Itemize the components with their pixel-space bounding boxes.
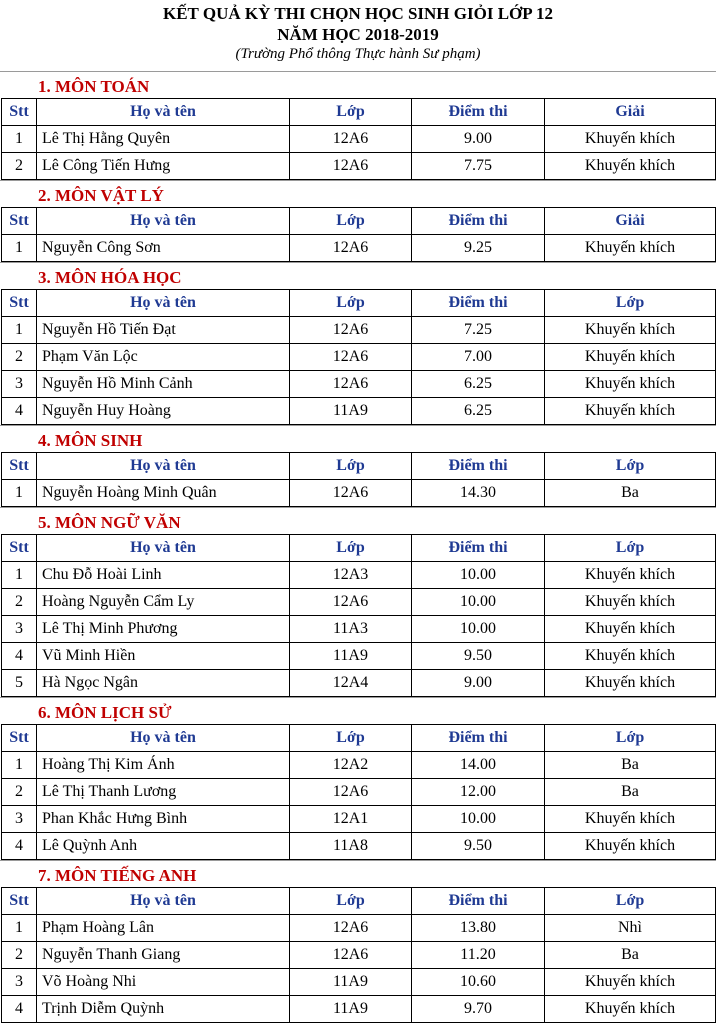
table-row [2, 996, 716, 1023]
column-header-name: Họ và tên [37, 888, 290, 915]
column-header-class: Lớp [290, 208, 412, 235]
cell-name: Hoàng Nguyễn Cẩm Ly [37, 589, 290, 616]
subject-section [0, 507, 716, 697]
cell-stt: 2 [2, 942, 37, 969]
cell-stt: 1 [2, 480, 37, 507]
cell-score: 9.50 [412, 643, 545, 670]
table-row [2, 915, 716, 942]
table-header-row [2, 535, 716, 562]
table-header-row [2, 453, 716, 480]
table-row [2, 969, 716, 996]
cell-stt: 1 [2, 915, 37, 942]
subject-title: 1. MÔN TOÁN [0, 71, 716, 98]
cell-score: 10.00 [412, 562, 545, 589]
table-header-row [2, 888, 716, 915]
cell-score: 7.75 [412, 153, 545, 180]
cell-score: 9.50 [412, 833, 545, 860]
cell-award: Nhì [545, 915, 716, 942]
column-header-class: Lớp [290, 453, 412, 480]
cell-name: Nguyễn Hoàng Minh Quân [37, 480, 290, 507]
cell-award: Khuyến khích [545, 969, 716, 996]
cell-score: 10.60 [412, 969, 545, 996]
cell-stt: 2 [2, 153, 37, 180]
cell-name: Lê Thị Hằng Quyên [37, 126, 290, 153]
cell-award: Ba [545, 942, 716, 969]
column-header-stt: Stt [2, 99, 37, 126]
column-header-stt: Stt [2, 290, 37, 317]
column-header-stt: Stt [2, 888, 37, 915]
cell-name: Hoàng Thị Kim Ánh [37, 752, 290, 779]
cell-score: 7.00 [412, 344, 545, 371]
subject-title: 5. MÔN NGỮ VĂN [0, 507, 716, 534]
cell-stt: 3 [2, 616, 37, 643]
cell-class: 12A6 [290, 344, 412, 371]
table-header-row [2, 208, 716, 235]
cell-class: 12A6 [290, 942, 412, 969]
cell-stt: 2 [2, 344, 37, 371]
cell-award: Ba [545, 752, 716, 779]
subject-section [0, 71, 716, 180]
cell-award: Khuyến khích [545, 317, 716, 344]
cell-stt: 4 [2, 398, 37, 425]
cell-award: Khuyến khích [545, 153, 716, 180]
cell-class: 12A6 [290, 480, 412, 507]
cell-name: Lê Công Tiến Hưng [37, 153, 290, 180]
cell-name: Trịnh Diễm Quỳnh [37, 996, 290, 1023]
column-header-score: Điểm thi [412, 208, 545, 235]
table-row [2, 344, 716, 371]
column-header-class: Lớp [290, 888, 412, 915]
subject-title: 2. MÔN VẬT LÝ [0, 180, 716, 207]
cell-award: Khuyến khích [545, 833, 716, 860]
results-sections [0, 71, 716, 1023]
cell-name: Hà Ngọc Ngân [37, 670, 290, 697]
cell-name: Lê Thị Minh Phương [37, 616, 290, 643]
cell-award: Khuyến khích [545, 344, 716, 371]
cell-award: Ba [545, 779, 716, 806]
subject-section [0, 860, 716, 1023]
cell-name: Phạm Văn Lộc [37, 344, 290, 371]
cell-class: 11A3 [290, 616, 412, 643]
cell-score: 10.00 [412, 589, 545, 616]
cell-class: 12A6 [290, 153, 412, 180]
column-header-score: Điểm thi [412, 290, 545, 317]
column-header-award: Lớp [545, 535, 716, 562]
column-header-score: Điểm thi [412, 725, 545, 752]
cell-score: 13.80 [412, 915, 545, 942]
table-row [2, 126, 716, 153]
column-header-name: Họ và tên [37, 453, 290, 480]
table-row [2, 398, 716, 425]
table-row [2, 480, 716, 507]
cell-class: 12A2 [290, 752, 412, 779]
results-table [1, 724, 716, 860]
cell-award: Khuyến khích [545, 643, 716, 670]
table-row [2, 371, 716, 398]
column-header-class: Lớp [290, 290, 412, 317]
column-header-award: Lớp [545, 725, 716, 752]
cell-stt: 4 [2, 996, 37, 1023]
subject-section [0, 262, 716, 425]
cell-stt: 2 [2, 589, 37, 616]
results-table [1, 98, 716, 180]
column-header-name: Họ và tên [37, 208, 290, 235]
cell-award: Ba [545, 480, 716, 507]
cell-class: 12A3 [290, 562, 412, 589]
table-row [2, 643, 716, 670]
cell-score: 9.70 [412, 996, 545, 1023]
column-header-name: Họ và tên [37, 290, 290, 317]
subject-title: 7. MÔN TIẾNG ANH [0, 860, 716, 887]
cell-class: 11A8 [290, 833, 412, 860]
cell-score: 6.25 [412, 398, 545, 425]
table-row [2, 806, 716, 833]
subject-title: 6. MÔN LỊCH SỬ [0, 697, 716, 724]
column-header-class: Lớp [290, 725, 412, 752]
cell-stt: 5 [2, 670, 37, 697]
subject-section [0, 180, 716, 262]
subject-title: 4. MÔN SINH [0, 425, 716, 452]
cell-award: Khuyến khích [545, 806, 716, 833]
results-table [1, 452, 716, 507]
cell-stt: 3 [2, 969, 37, 996]
cell-name: Phạm Hoàng Lân [37, 915, 290, 942]
column-header-name: Họ và tên [37, 725, 290, 752]
cell-score: 9.25 [412, 235, 545, 262]
cell-class: 11A9 [290, 969, 412, 996]
table-header-row [2, 99, 716, 126]
column-header-award: Lớp [545, 888, 716, 915]
table-row [2, 833, 716, 860]
cell-name: Nguyễn Hồ Minh Cảnh [37, 371, 290, 398]
results-table [1, 887, 716, 1023]
cell-class: 12A6 [290, 317, 412, 344]
cell-stt: 3 [2, 371, 37, 398]
column-header-award: Lớp [545, 290, 716, 317]
table-row [2, 942, 716, 969]
cell-name: Nguyễn Thanh Giang [37, 942, 290, 969]
table-row [2, 153, 716, 180]
cell-class: 12A6 [290, 779, 412, 806]
subject-title: 3. MÔN HÓA HỌC [0, 262, 716, 289]
column-header-award: Lớp [545, 453, 716, 480]
page-subtitle: (Trường Phổ thông Thực hành Sư phạm) [235, 46, 481, 62]
table-header-row [2, 290, 716, 317]
cell-score: 12.00 [412, 779, 545, 806]
cell-score: 9.00 [412, 670, 545, 697]
cell-stt: 1 [2, 317, 37, 344]
cell-class: 11A9 [290, 996, 412, 1023]
table-row [2, 317, 716, 344]
cell-award: Khuyến khích [545, 398, 716, 425]
table-row [2, 670, 716, 697]
column-header-stt: Stt [2, 208, 37, 235]
cell-stt: 4 [2, 643, 37, 670]
cell-class: 11A9 [290, 643, 412, 670]
cell-class: 12A6 [290, 235, 412, 262]
column-header-stt: Stt [2, 535, 37, 562]
column-header-name: Họ và tên [37, 99, 290, 126]
column-header-name: Họ và tên [37, 535, 290, 562]
column-header-score: Điểm thi [412, 888, 545, 915]
table-row [2, 235, 716, 262]
cell-name: Nguyễn Huy Hoàng [37, 398, 290, 425]
table-row [2, 562, 716, 589]
table-row [2, 616, 716, 643]
cell-stt: 4 [2, 833, 37, 860]
cell-class: 12A6 [290, 126, 412, 153]
cell-stt: 1 [2, 562, 37, 589]
cell-class: 12A6 [290, 589, 412, 616]
cell-class: 12A1 [290, 806, 412, 833]
cell-award: Khuyến khích [545, 126, 716, 153]
column-header-score: Điểm thi [412, 99, 545, 126]
cell-award: Khuyến khích [545, 996, 716, 1023]
table-row [2, 779, 716, 806]
cell-award: Khuyến khích [545, 562, 716, 589]
cell-name: Lê Quỳnh Anh [37, 833, 290, 860]
cell-award: Khuyến khích [545, 616, 716, 643]
cell-stt: 3 [2, 806, 37, 833]
cell-score: 6.25 [412, 371, 545, 398]
cell-award: Khuyến khích [545, 371, 716, 398]
results-table [1, 289, 716, 425]
column-header-class: Lớp [290, 535, 412, 562]
cell-class: 12A4 [290, 670, 412, 697]
column-header-award: Giải [545, 208, 716, 235]
column-header-score: Điểm thi [412, 453, 545, 480]
cell-score: 11.20 [412, 942, 545, 969]
column-header-stt: Stt [2, 725, 37, 752]
cell-award: Khuyến khích [545, 670, 716, 697]
cell-class: 12A6 [290, 371, 412, 398]
table-header-row [2, 725, 716, 752]
cell-score: 14.00 [412, 752, 545, 779]
cell-score: 14.30 [412, 480, 545, 507]
cell-stt: 1 [2, 235, 37, 262]
column-header-award: Giải [545, 99, 716, 126]
page-title-line2: NĂM HỌC 2018-2019 [277, 25, 439, 44]
cell-class: 12A6 [290, 915, 412, 942]
table-row [2, 752, 716, 779]
cell-name: Vũ Minh Hiền [37, 643, 290, 670]
cell-stt: 2 [2, 779, 37, 806]
cell-stt: 1 [2, 752, 37, 779]
subject-section [0, 697, 716, 860]
cell-score: 10.00 [412, 806, 545, 833]
cell-score: 7.25 [412, 317, 545, 344]
results-table [1, 534, 716, 697]
cell-name: Chu Đỗ Hoài Linh [37, 562, 290, 589]
cell-class: 11A9 [290, 398, 412, 425]
cell-score: 9.00 [412, 126, 545, 153]
column-header-stt: Stt [2, 453, 37, 480]
cell-name: Lê Thị Thanh Lương [37, 779, 290, 806]
results-table [1, 207, 716, 262]
cell-name: Nguyễn Hồ Tiến Đạt [37, 317, 290, 344]
cell-stt: 1 [2, 126, 37, 153]
cell-award: Khuyến khích [545, 589, 716, 616]
cell-name: Phan Khắc Hưng Bình [37, 806, 290, 833]
cell-award: Khuyến khích [545, 235, 716, 262]
column-header-score: Điểm thi [412, 535, 545, 562]
cell-score: 10.00 [412, 616, 545, 643]
column-header-class: Lớp [290, 99, 412, 126]
cell-name: Võ Hoàng Nhi [37, 969, 290, 996]
subject-section [0, 425, 716, 507]
cell-name: Nguyễn Công Sơn [37, 235, 290, 262]
table-row [2, 589, 716, 616]
page-title-line1: KẾT QUẢ KỲ THI CHỌN HỌC SINH GIỎI LỚP 12 [163, 4, 553, 23]
